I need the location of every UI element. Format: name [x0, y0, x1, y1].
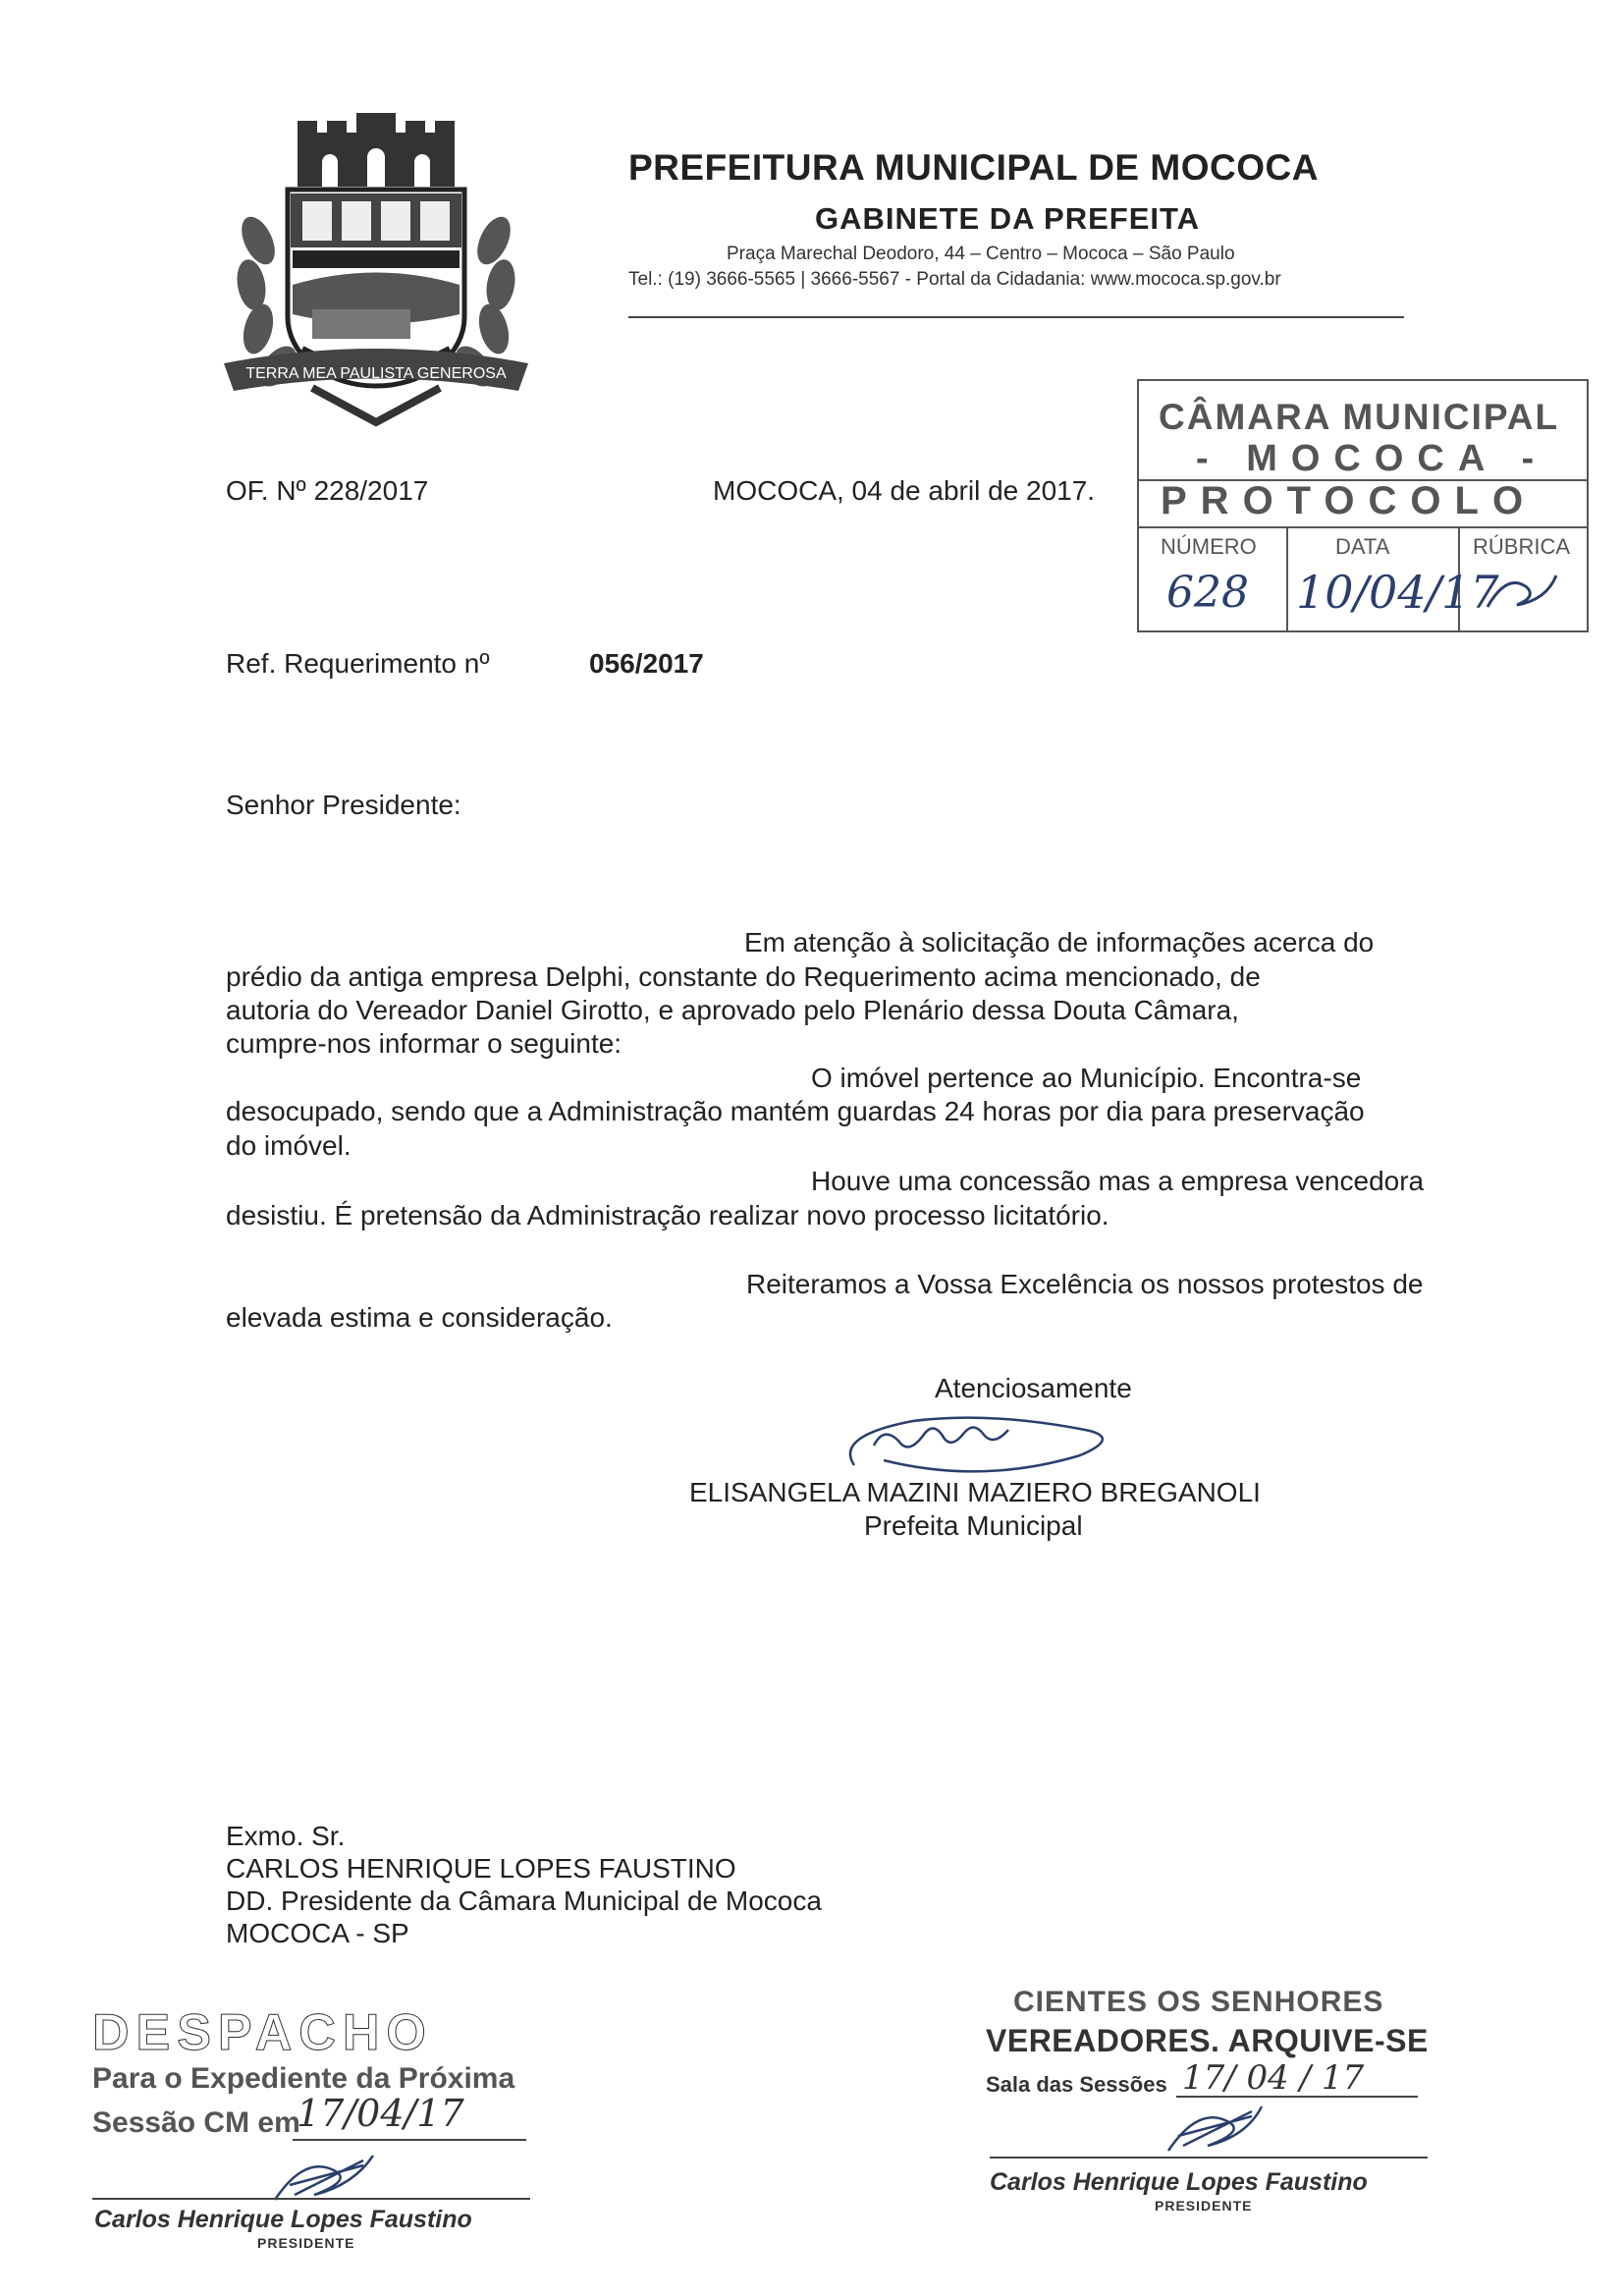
header-address: Praça Marechal Deodoro, 44 – Centro – Mococa – São Paulo [727, 244, 1235, 264]
recipient-line: DD. Presidente da Câmara Municipal de Mococa [226, 1886, 822, 1916]
cientes-signer-role: PRESIDENTE [1155, 2198, 1253, 2214]
letter-number: OF. Nº 228/2017 [226, 475, 429, 506]
despacho-line1: Para o Expediente da Próxima [92, 2062, 515, 2095]
stamp-number-value: 628 [1166, 568, 1249, 618]
stamp-col-rubric: RÚBRICA [1473, 534, 1571, 559]
stamp-chamber-name: CÂMARA MUNICIPAL [1159, 397, 1560, 437]
reference-label: Ref. Requerimento nº [226, 648, 490, 679]
stamp-col-date: DATA [1335, 534, 1390, 559]
regards: Atenciosamente [935, 1373, 1132, 1403]
paragraph2-line: O imóvel pertence ao Município. Encontra-se [811, 1063, 1362, 1093]
paragraph1-line: autoria do Vereador Daniel Girotto, e aprovado pelo Plenário dessa Douta Câmara, [226, 995, 1239, 1025]
despacho-signer: Carlos Henrique Lopes Faustino [94, 2206, 472, 2233]
signer-role: Prefeita Municipal [864, 1510, 1083, 1541]
stamp-city: - MOCOCA - [1196, 438, 1548, 479]
crest-motto: TERRA MEA PAULISTA GENEROSA [245, 365, 507, 382]
municipal-crest-logo [224, 113, 528, 427]
paragraph1-line: cumpre-nos informar o seguinte: [226, 1028, 622, 1059]
cientes-signer: Carlos Henrique Lopes Faustino [990, 2168, 1368, 2196]
despacho-signature-line [92, 2198, 530, 2200]
recipient-line: Exmo. Sr. [226, 1821, 346, 1851]
paragraph3-line: Houve uma concessão mas a empresa vencedora [811, 1166, 1425, 1196]
cientes-date-value: 17/ 04 / 17 [1182, 2058, 1365, 2098]
page-subtitle: GABINETE DA PREFEITA [815, 201, 1201, 236]
stamp-date-value: 10/04/17 [1296, 566, 1499, 619]
closing-line: Reiteramos a Vossa Excelência os nossos protestos de [746, 1269, 1424, 1299]
despacho-date-value: 17/04/17 [297, 2092, 464, 2135]
despacho-signature [265, 2151, 383, 2210]
cientes-line2: VEREADORES. ARQUIVE-SE [986, 2023, 1429, 2058]
despacho-date-underline [293, 2139, 526, 2141]
page-title: PREFEITURA MUNICIPAL DE MOCOCA [628, 147, 1319, 188]
paragraph1-line: Em atenção à solicitação de informações acerca do [744, 927, 1375, 957]
cientes-line3: Sala das Sessões [986, 2072, 1167, 2097]
cientes-line1: CIENTES OS SENHORES [1013, 1986, 1384, 2018]
salutation: Senhor Presidente: [226, 790, 461, 820]
protocol-stamp [1137, 379, 1589, 632]
despacho-line2: Sessão CM em [92, 2106, 300, 2139]
reference-number: 056/2017 [589, 648, 704, 679]
paragraph3-line: desistiu. É pretensão da Administração realizar novo processo licitatório. [226, 1200, 1109, 1230]
stamp-rubric-signature [1478, 568, 1566, 617]
cientes-signature-line [990, 2157, 1428, 2159]
cientes-signature [1159, 2102, 1267, 2160]
mayor-signature [815, 1406, 1149, 1485]
recipient-line: MOCOCA - SP [226, 1918, 409, 1948]
stamp-col-number: NÚMERO [1161, 534, 1257, 559]
recipient-line: CARLOS HENRIQUE LOPES FAUSTINO [226, 1853, 736, 1884]
despacho-signer-role: PRESIDENTE [257, 2235, 355, 2251]
despacho-stamp-title: DESPACHO [92, 2004, 433, 2061]
signer-name: ELISANGELA MAZINI MAZIERO BREGANOLI [689, 1477, 1261, 1507]
paragraph2-line: desocupado, sendo que a Administração mantém guardas 24 horas por dia para preservação [226, 1096, 1365, 1126]
paragraph1-line: prédio da antiga empresa Delphi, constante do Requerimento acima mencionado, de [226, 961, 1261, 992]
closing-line: elevada estima e consideração. [226, 1302, 613, 1333]
paragraph2-line: do imóvel. [226, 1130, 352, 1161]
stamp-protocol-title: PROTOCOLO [1161, 479, 1538, 522]
header-contact: Tel.: (19) 3666-5565 | 3666-5567 - Portal da Cidadania: www.mococa.sp.gov.br [628, 269, 1281, 290]
header-divider [628, 316, 1404, 318]
letter-date: MOCOCA, 04 de abril de 2017. [713, 475, 1096, 506]
